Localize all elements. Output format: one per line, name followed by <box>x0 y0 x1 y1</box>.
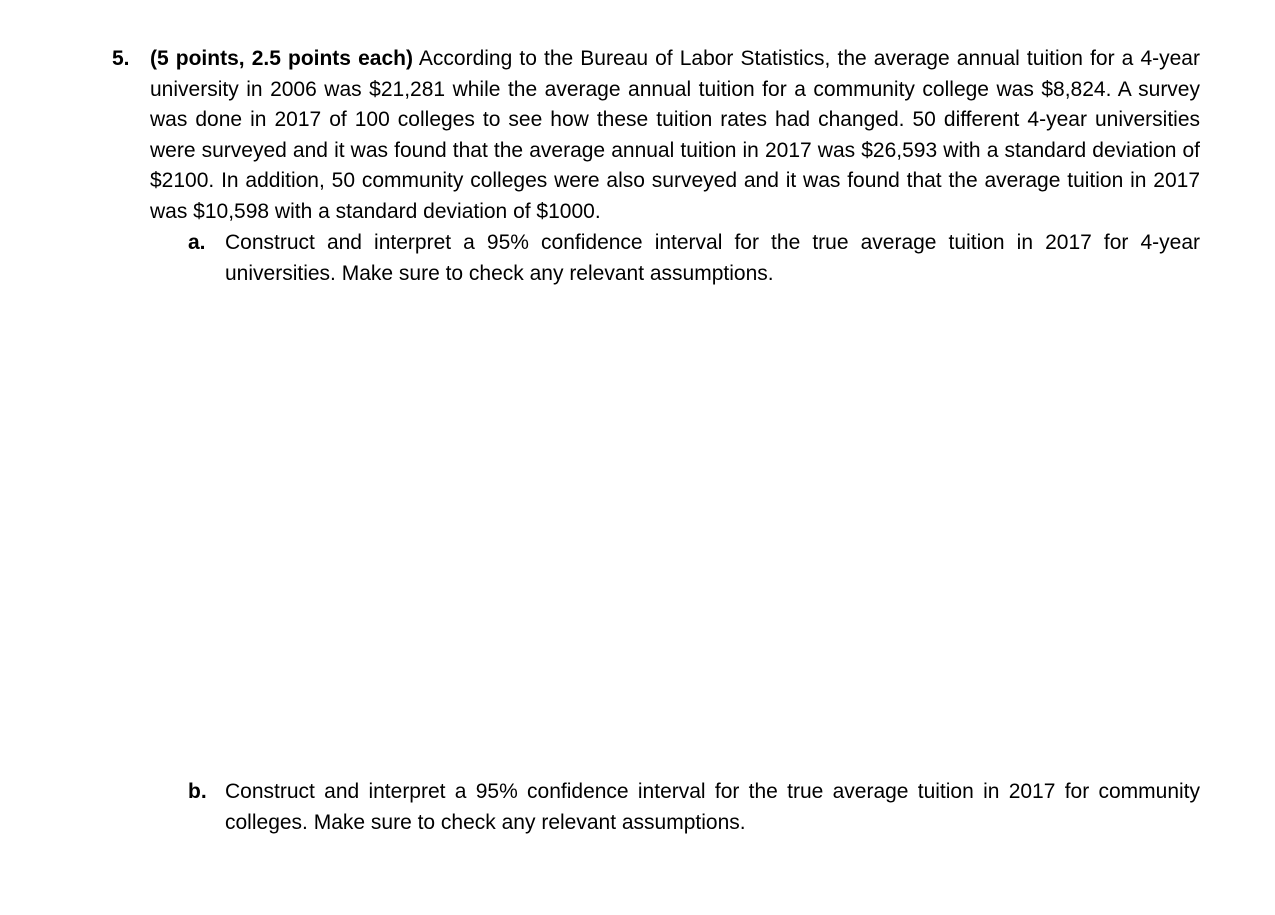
question-points-heading: (5 points, 2.5 points each) <box>150 47 413 70</box>
part-a-letter: a. <box>188 231 206 254</box>
part-b-text: Construct and interpret a 95% confidence interval for the true average tuition in 2017 for community colleges. Make sure to check any relevant assumptions. <box>225 780 1200 834</box>
part-a <box>188 228 1200 289</box>
question-body <box>150 44 1200 228</box>
part-b <box>188 777 1200 838</box>
question-text: According to the Bureau of Labor Statistics, the average annual tuition for a 4-year university in 2006 was $21,281 while the average annual tuition for a community college was $8,824. A survey was done in 2017 of 100 colleges to see how these tuition rates had changed. 50 different 4-year universities were surveyed and it was found that the average annual tuition in 2017 was $26,593 with a standard deviation of $2100. In addition, 50 community colleges were also surveyed and it was found that the average tuition in 2017 was $10,598 with a standard deviation of $1000. <box>150 47 1200 223</box>
question-number: 5. <box>112 47 130 70</box>
part-b-letter: b. <box>188 780 207 803</box>
part-a-text: Construct and interpret a 95% confidence interval for the true average tuition in 2017 for 4-year universities. Make sure to check any relevant assumptions. <box>225 231 1200 285</box>
question-5 <box>112 44 1200 228</box>
